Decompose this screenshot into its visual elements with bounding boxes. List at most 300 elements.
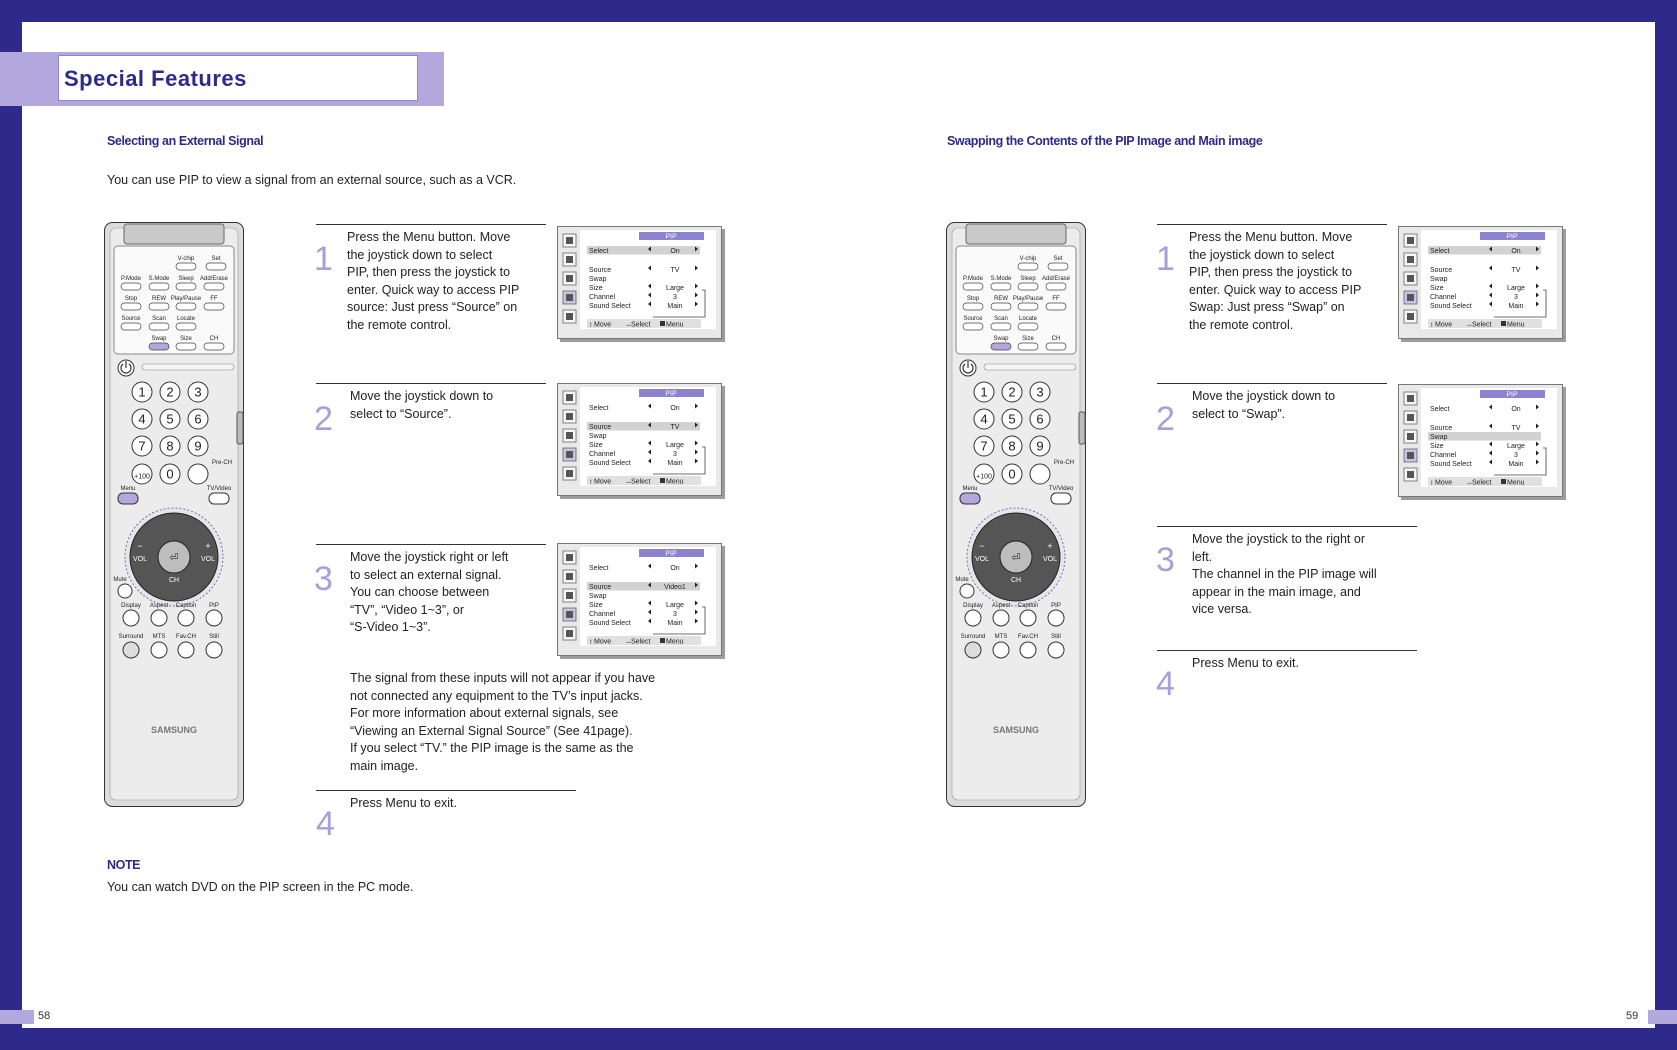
remote-ch-label: CH xyxy=(1010,577,1022,584)
menu-icon xyxy=(1501,321,1506,326)
move-icon: ↕ xyxy=(1430,321,1434,329)
osd-footer-menu: Menu xyxy=(1507,479,1525,487)
osd-label: Source xyxy=(589,584,612,591)
step-number: 2 xyxy=(314,400,333,438)
remote-key-label: PIP xyxy=(209,603,219,609)
osd-value: Main xyxy=(667,303,683,310)
remote-key-label: Set xyxy=(1053,256,1063,262)
remote-key xyxy=(963,323,983,330)
remote-vol-left: VOL xyxy=(132,556,148,563)
osd-footer-select: Select xyxy=(631,638,651,646)
remote-key-label: Add/Erase xyxy=(1041,276,1071,282)
osd-label: Sound Select xyxy=(589,620,631,627)
menu-category-glyph xyxy=(566,630,573,637)
remote-digit-label: 7 xyxy=(980,438,988,454)
osd-label: Size xyxy=(589,442,603,449)
remote-function-button xyxy=(965,610,981,626)
osd-value: TV xyxy=(670,424,680,431)
divider xyxy=(316,383,546,384)
remote-key xyxy=(176,343,196,350)
page-number-right: 59 xyxy=(1626,1010,1639,1022)
remote-key xyxy=(1046,283,1066,290)
remote-key-label: REW xyxy=(152,296,166,302)
osd-label: Source xyxy=(589,424,612,431)
osd-label: Channel xyxy=(589,611,616,618)
osd-title: PIP xyxy=(665,390,677,398)
remote-function-button xyxy=(178,642,194,658)
osd-footer-move: Move xyxy=(594,478,612,486)
menu-category-glyph xyxy=(566,256,573,263)
remote-digit-label: 8 xyxy=(1008,438,1016,454)
remote-key xyxy=(121,303,141,310)
remote-key xyxy=(149,343,169,350)
remote-key xyxy=(1048,263,1068,270)
osd-footer-move: Move xyxy=(1435,321,1453,329)
step-number: 3 xyxy=(1156,541,1175,579)
menu-category-glyph xyxy=(1407,256,1414,263)
remote-key xyxy=(149,323,169,330)
osd-screenshot xyxy=(1398,384,1567,501)
remote-key-label: S.Mode xyxy=(148,276,170,282)
remote-key-label: TV/Video xyxy=(1048,486,1074,492)
remote-key xyxy=(963,283,983,290)
osd-footer-select: Select xyxy=(1472,479,1492,487)
step-text: Press the Menu button. Move the joystick down to select PIP, then press the joystick to enter. Quick way to access PIP Swap: Just press “Swap” on the remote control. xyxy=(1189,230,1362,332)
remote-key-label: Sleep xyxy=(1020,276,1036,282)
remote-key-label: Pre-CH xyxy=(211,460,233,466)
remote-digit-label: 0 xyxy=(166,466,174,482)
menu-category-glyph xyxy=(1407,433,1414,440)
menu-icon xyxy=(660,638,665,643)
osd-value: TV xyxy=(1511,267,1521,274)
menu-category-glyph xyxy=(566,592,573,599)
remote-key xyxy=(1018,283,1038,290)
osd-value: Large xyxy=(666,442,684,449)
remote-key xyxy=(991,283,1011,290)
menu-category-glyph xyxy=(566,313,573,320)
menu-icon xyxy=(660,478,665,483)
remote-key-label: MTS xyxy=(994,634,1008,640)
remote-digit-label: 6 xyxy=(194,411,202,427)
remote-key-label: Locate xyxy=(176,316,196,322)
remote-digit-label: 9 xyxy=(194,438,202,454)
tv-video-button xyxy=(1051,493,1071,504)
divider xyxy=(1157,383,1387,384)
remote-key-label: Display xyxy=(963,603,983,609)
osd-label: Size xyxy=(589,285,603,292)
remote-vol-right: VOL xyxy=(200,556,216,563)
divider xyxy=(316,544,546,545)
menu-category-glyph xyxy=(566,573,573,580)
menu-category-glyph xyxy=(1407,395,1414,402)
step-text: Move the joystick right or left to select an external signal. You can choose between “TV”, “Video 1~3”, or “S-Video 1~3”. xyxy=(350,550,509,634)
mute-icon xyxy=(118,584,132,598)
osd-value: On xyxy=(670,565,680,572)
page-tab xyxy=(1648,1010,1677,1024)
menu-category-glyph xyxy=(566,451,573,458)
remote-top-cap xyxy=(124,224,224,244)
osd-label: Swap xyxy=(589,433,607,440)
osd-value: 3 xyxy=(673,611,677,618)
remote-key-label: Source xyxy=(963,316,983,322)
remote-key-label: Source xyxy=(121,316,141,322)
remote-key-label: Menu xyxy=(962,486,978,492)
remote-key-label: Size xyxy=(180,336,192,342)
remote-key xyxy=(121,283,141,290)
menu-category-glyph xyxy=(1407,294,1414,301)
divider xyxy=(316,224,546,225)
osd-footer-move: Move xyxy=(1435,479,1453,487)
osd-label: Source xyxy=(1430,267,1453,274)
menu-category-glyph xyxy=(566,237,573,244)
side-mode-switch xyxy=(1079,412,1085,444)
step-number: 1 xyxy=(314,240,333,278)
remote-function-button xyxy=(151,610,167,626)
osd-label: Channel xyxy=(1430,452,1457,459)
remote-digit-label: 1 xyxy=(138,384,146,400)
osd-label: Sound Select xyxy=(1430,461,1472,468)
remote-digit-label: 2 xyxy=(1008,384,1016,400)
osd-screenshot xyxy=(557,543,726,660)
remote-digit-label: 6 xyxy=(1036,411,1044,427)
osd-value: Main xyxy=(667,460,683,467)
osd-menu xyxy=(557,543,726,660)
remote-key-label: Play/Pause xyxy=(170,296,202,302)
remote-key-label: P.Mode xyxy=(121,276,141,282)
step-text: Move the joystick to the right or left. The channel in the PIP image will appear in the main image, and vice versa. xyxy=(1192,532,1377,616)
osd-menu xyxy=(557,383,726,500)
menu-category-glyph xyxy=(1407,237,1414,244)
remote-key-label: TV/Video xyxy=(206,486,232,492)
remote-key-label: Pre-CH xyxy=(1053,460,1075,466)
remote-function-button xyxy=(993,642,1009,658)
remote-digit-label: 1 xyxy=(980,384,988,400)
divider xyxy=(1157,224,1387,225)
step-text: Press Menu to exit. xyxy=(350,796,457,810)
select-icon: ↔ xyxy=(1466,321,1473,329)
osd-value: TV xyxy=(1511,425,1521,432)
osd-label: Select xyxy=(1430,406,1450,413)
remote-key-label: CH xyxy=(209,336,219,342)
remote-key xyxy=(1046,303,1066,310)
step-number: 4 xyxy=(316,805,335,843)
osd-footer-select: Select xyxy=(631,478,651,486)
right-section-heading: Swapping the Contents of the PIP Image and Main image xyxy=(947,134,1263,148)
remote-digit-label: 4 xyxy=(138,411,146,427)
osd-title: PIP xyxy=(1506,233,1518,241)
osd-label: Size xyxy=(1430,443,1444,450)
plus-icon: + xyxy=(205,541,211,551)
remote-function-button xyxy=(151,642,167,658)
remote-key xyxy=(176,323,196,330)
remote-function-button xyxy=(123,610,139,626)
select-icon: ↔ xyxy=(1466,479,1473,487)
divider xyxy=(316,790,576,791)
remote-key-label: Play/Pause xyxy=(1012,296,1044,302)
remote-key-label: Still xyxy=(1051,634,1061,640)
pre-ch-button xyxy=(188,464,208,484)
remote-key xyxy=(991,303,1011,310)
menu-category-glyph xyxy=(566,275,573,282)
remote-key xyxy=(1018,303,1038,310)
osd-menu xyxy=(557,226,726,343)
remote-key-label: Mute xyxy=(113,577,127,583)
pre-ch-button xyxy=(1030,464,1050,484)
menu-category-glyph xyxy=(566,470,573,477)
osd-label: Select xyxy=(589,565,609,572)
osd-value: Large xyxy=(1507,443,1525,450)
remote-function-button xyxy=(178,610,194,626)
osd-label: Swap xyxy=(589,593,607,600)
remote-key-label: Surround xyxy=(118,634,144,640)
remote-control-left xyxy=(104,222,244,807)
tv-video-button xyxy=(209,493,229,504)
left-section-heading: Selecting an External Signal xyxy=(107,134,264,148)
remote-key-label: Swap xyxy=(993,336,1009,342)
menu-category-glyph xyxy=(1407,414,1414,421)
menu-category-glyph xyxy=(1407,452,1414,459)
osd-label: Sound Select xyxy=(589,460,631,467)
osd-value: Large xyxy=(1507,285,1525,292)
remote-key-label: FF xyxy=(210,296,218,302)
note-label: NOTE xyxy=(107,858,141,872)
osd-title: PIP xyxy=(1506,391,1518,399)
osd-label: Swap xyxy=(1430,434,1448,441)
remote-key xyxy=(991,343,1011,350)
remote-digit-label: 0 xyxy=(1008,466,1016,482)
remote-key-label: Stop xyxy=(966,296,980,302)
remote-key xyxy=(991,323,1011,330)
osd-title: PIP xyxy=(665,550,677,558)
step-text: Move the joystick down to select to “Source”. xyxy=(350,389,494,421)
remote-function-button xyxy=(1020,642,1036,658)
remote-vol-right: VOL xyxy=(1042,556,1058,563)
step-number: 3 xyxy=(314,560,333,598)
minus-icon: − xyxy=(979,541,985,551)
osd-value: 3 xyxy=(1514,452,1518,459)
osd-label: Channel xyxy=(1430,294,1457,301)
note-text: You can watch DVD on the PIP screen in the PC mode. xyxy=(107,880,414,894)
select-icon: ↔ xyxy=(625,478,632,486)
remote-digit-label: 7 xyxy=(138,438,146,454)
osd-screenshot xyxy=(1398,226,1567,343)
remote-function-button xyxy=(993,610,1009,626)
move-icon: ↕ xyxy=(589,638,593,646)
osd-value: 3 xyxy=(673,451,677,458)
step-text: Press the Menu button. Move the joystick down to select PIP, then press the joystick to enter. Quick way to access PIP source: Just press “Source” on the remote control. xyxy=(347,230,520,332)
remote-function-button xyxy=(206,642,222,658)
menu-category-glyph xyxy=(1407,313,1414,320)
osd-value: Video1 xyxy=(664,584,686,591)
menu-category-glyph xyxy=(566,432,573,439)
left-intro: You can use PIP to view a signal from an external source, such as a VCR. xyxy=(107,173,517,187)
move-icon: ↕ xyxy=(589,321,593,329)
osd-value: TV xyxy=(670,267,680,274)
osd-menu xyxy=(1398,226,1567,343)
step-number: 2 xyxy=(1156,400,1175,438)
remote-key-label: Display xyxy=(121,603,141,609)
menu-button xyxy=(960,493,980,504)
remote-key-label: P.Mode xyxy=(963,276,983,282)
remote-key xyxy=(204,283,224,290)
remote-key-label: Fav.CH xyxy=(1018,634,1038,640)
remote-digit-label: 4 xyxy=(980,411,988,427)
menu-category-glyph xyxy=(566,294,573,301)
osd-label: Select xyxy=(589,405,609,412)
menu-category-glyph xyxy=(1407,471,1414,478)
osd-value: Main xyxy=(1508,303,1524,310)
osd-value: 3 xyxy=(1514,294,1518,301)
remote-illustration xyxy=(946,222,1086,807)
remote-key-label: Sleep xyxy=(178,276,194,282)
osd-label: Sound Select xyxy=(589,303,631,310)
osd-value: On xyxy=(670,405,680,412)
remote-function-button xyxy=(1048,642,1064,658)
remote-digit-label: 5 xyxy=(1008,411,1016,427)
menu-category-glyph xyxy=(1407,275,1414,282)
enter-icon: ⏎ xyxy=(1011,552,1021,564)
remote-digit-label: 9 xyxy=(1036,438,1044,454)
remote-key-label: Scan xyxy=(994,316,1008,322)
info-paragraph: The signal from these inputs will not appear if you have not connected any equipment to the TV’s input jacks. For more information about external signals, see “Viewing an External Signal Source” (See 41page). If you select “TV.” the PIP image is the same as the main image. xyxy=(350,671,656,773)
remote-key xyxy=(121,323,141,330)
remote-key-label: REW xyxy=(994,296,1008,302)
remote-key xyxy=(1018,263,1038,270)
osd-value: Large xyxy=(666,602,684,609)
remote-function-button xyxy=(206,610,222,626)
remote-digit-label: +100 xyxy=(134,473,150,481)
move-icon: ↕ xyxy=(1430,479,1434,487)
remote-control-right xyxy=(946,222,1086,807)
osd-value: Main xyxy=(667,620,683,627)
remote-digit-label: +100 xyxy=(976,473,992,481)
remote-key xyxy=(149,303,169,310)
remote-key xyxy=(963,303,983,310)
select-icon: ↔ xyxy=(625,321,632,329)
menu-category-glyph xyxy=(566,554,573,561)
remote-top-cap xyxy=(966,224,1066,244)
remote-key-label: Add/Erase xyxy=(199,276,229,282)
remote-key-label: MTS xyxy=(152,634,166,640)
osd-label: Size xyxy=(1430,285,1444,292)
osd-footer-menu: Menu xyxy=(1507,321,1525,329)
osd-label: Sound Select xyxy=(1430,303,1472,310)
remote-key xyxy=(176,303,196,310)
remote-key xyxy=(204,303,224,310)
osd-footer-select: Select xyxy=(631,321,651,329)
menu-category-glyph xyxy=(566,413,573,420)
osd-menu xyxy=(1398,384,1567,501)
osd-value: 3 xyxy=(673,294,677,301)
osd-label: Swap xyxy=(1430,276,1448,283)
osd-footer-menu: Menu xyxy=(666,321,684,329)
remote-key xyxy=(176,263,196,270)
remote-vol-left: VOL xyxy=(974,556,990,563)
remote-key xyxy=(204,343,224,350)
remote-key-label: Scan xyxy=(152,316,166,322)
osd-footer-menu: Menu xyxy=(666,638,684,646)
osd-footer-move: Move xyxy=(594,638,612,646)
divider xyxy=(1157,526,1417,527)
remote-key-label: FF xyxy=(1052,296,1060,302)
remote-key-label: Stop xyxy=(124,296,138,302)
divider xyxy=(1157,650,1417,651)
remote-key-label: Mute xyxy=(955,577,969,583)
osd-value: On xyxy=(1511,406,1521,413)
menu-button xyxy=(118,493,138,504)
osd-footer-move: Move xyxy=(594,321,612,329)
remote-function-button xyxy=(1048,610,1064,626)
remote-key-label: Menu xyxy=(120,486,136,492)
osd-footer-menu: Menu xyxy=(666,478,684,486)
remote-key-label: Size xyxy=(1022,336,1034,342)
osd-value: Main xyxy=(1508,461,1524,468)
remote-key-label: Surround xyxy=(960,634,986,640)
osd-title: PIP xyxy=(665,233,677,241)
remote-ch-label: CH xyxy=(168,577,180,584)
remote-key-label: Still xyxy=(209,634,219,640)
step-number: 1 xyxy=(1156,240,1175,278)
remote-digit-label: 3 xyxy=(1036,384,1044,400)
page-tab xyxy=(0,1010,34,1024)
remote-digit-label: 2 xyxy=(166,384,174,400)
remote-strip xyxy=(142,364,234,370)
remote-key-label: V-chip xyxy=(177,256,195,262)
osd-value: On xyxy=(670,248,680,255)
menu-category-glyph xyxy=(566,394,573,401)
remote-illustration xyxy=(104,222,244,807)
step-text: Press Menu to exit. xyxy=(1192,656,1299,670)
remote-key-label: Caption xyxy=(1017,603,1039,609)
menu-icon xyxy=(1501,479,1506,484)
remote-function-button xyxy=(123,642,139,658)
remote-key xyxy=(149,283,169,290)
minus-icon: − xyxy=(137,541,143,551)
remote-key-label: Caption xyxy=(175,603,197,609)
osd-value: On xyxy=(1511,248,1521,255)
mute-icon xyxy=(960,584,974,598)
osd-label: Source xyxy=(589,267,612,274)
remote-digit-label: 5 xyxy=(166,411,174,427)
osd-label: Select xyxy=(589,248,609,255)
manual-spread xyxy=(22,22,1655,1028)
remote-key-label: Set xyxy=(211,256,221,262)
remote-key-label: Fav.CH xyxy=(176,634,196,640)
page-number-left: 58 xyxy=(38,1010,51,1022)
remote-brand: SAMSUNG xyxy=(992,725,1040,735)
select-icon: ↔ xyxy=(625,638,632,646)
remote-key-label: Swap xyxy=(151,336,167,342)
remote-function-button xyxy=(965,642,981,658)
remote-key xyxy=(206,263,226,270)
osd-value: Large xyxy=(666,285,684,292)
remote-key-label: Locate xyxy=(1018,316,1038,322)
remote-key-label: V-chip xyxy=(1019,256,1037,262)
remote-strip xyxy=(984,364,1076,370)
remote-key-label: Aspect xyxy=(991,603,1011,609)
move-icon: ↕ xyxy=(589,478,593,486)
remote-key xyxy=(1018,343,1038,350)
remote-key xyxy=(176,283,196,290)
remote-key xyxy=(1018,323,1038,330)
enter-icon: ⏎ xyxy=(169,552,179,564)
remote-function-button xyxy=(1020,610,1036,626)
step-text: Move the joystick down to select to “Swap”. xyxy=(1192,389,1336,421)
side-mode-switch xyxy=(237,412,243,444)
plus-icon: + xyxy=(1047,541,1053,551)
remote-key xyxy=(1046,343,1066,350)
osd-label: Channel xyxy=(589,294,616,301)
